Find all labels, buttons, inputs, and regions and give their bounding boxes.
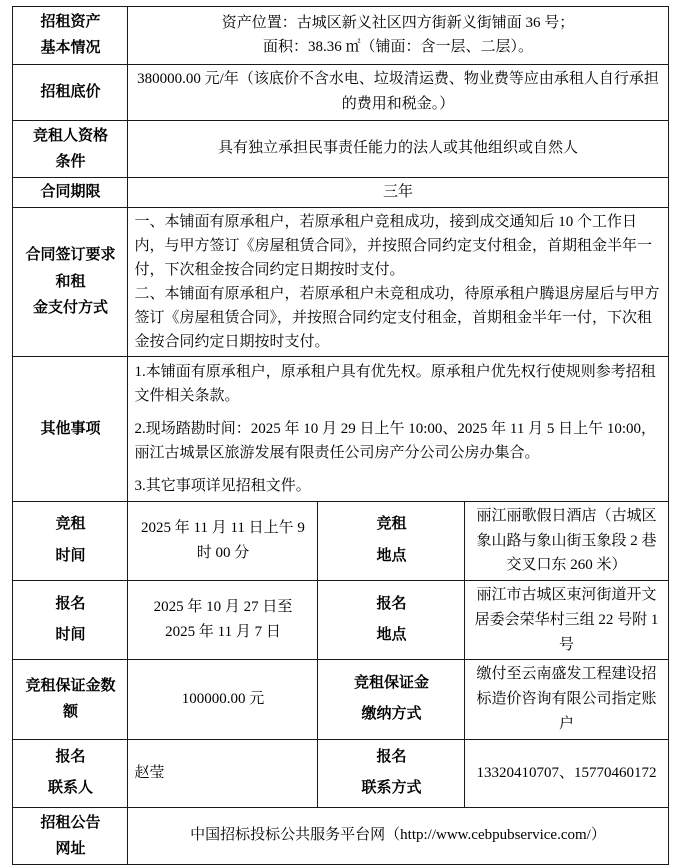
other-matters-value — [128, 356, 668, 501]
signing-payment-label — [13, 207, 128, 356]
bidding-time-label-line2: 时间 — [55, 547, 86, 564]
announcement-site-label-line1: 招租公告 — [40, 814, 101, 831]
bidding-place-value: 丽江丽歌假日酒店（古城区象山路与象山街玉象段 2 巷交叉口东 260 米） — [465, 501, 668, 580]
registration-time-line1: 2025 年 10 月 27 日至 — [153, 599, 293, 616]
deposit-amount-label: 竞租保证金数额 — [13, 660, 128, 739]
registration-time-line2: 2025 年 11 月 7 日 — [165, 624, 281, 641]
bidding-place-label-line1: 竞租 — [376, 516, 407, 533]
signing-payment-value — [128, 207, 668, 356]
row-asset-info — [13, 7, 668, 65]
bidding-time-label — [13, 501, 128, 580]
qualification-label — [13, 120, 128, 178]
contact-person-label — [13, 739, 128, 807]
lease-announcement-table — [12, 6, 668, 865]
contract-term-value: 三年 — [128, 178, 668, 208]
registration-place-label — [318, 581, 465, 660]
qualification-label-line1: 竞租人资格 — [32, 127, 108, 144]
announcement-site-label-line2: 网址 — [55, 840, 86, 857]
row-contact — [13, 739, 668, 807]
qualification-value: 具有独立承担民事责任能力的法人或其他组织或自然人 — [128, 120, 668, 178]
other-matters-item-1: 1.本铺面有原承租户，原承租户具有优先权。原承租户优先权行使规则参考招租文件相关条款。 — [134, 363, 656, 404]
other-matters-item-2: 2.现场踏勘时间：2025 年 10 月 29 日上午 10:00、2025 年 11 月 5 日上午 10:00，丽江古城景区旅游发展有限责任公司房产分公司公房办集合。 — [134, 420, 657, 461]
asset-area-text: 面积：38.36 ㎡（铺面：含一层、二层）。 — [262, 39, 533, 56]
deposit-payment-label-line1: 竞租保证金 — [353, 674, 429, 691]
registration-place-label-line1: 报名 — [376, 595, 407, 612]
row-contract-term — [13, 178, 668, 208]
bidding-time-label-line1: 竞租 — [55, 516, 86, 533]
row-other-matters — [13, 356, 668, 501]
row-registration — [13, 581, 668, 660]
qualification-label-line2: 条件 — [55, 153, 86, 170]
bidding-time-value: 2025 年 11 月 11 日上午 9 时 00 分 — [128, 501, 318, 580]
bidding-place-label — [318, 501, 465, 580]
row-bidding — [13, 501, 668, 580]
asset-info-label-line2: 基本情况 — [40, 40, 101, 57]
registration-time-label-line1: 报名 — [55, 595, 86, 612]
signing-payment-clause-2: 二、本铺面有原承租户，若原承租户未竞租成功，待原承租户腾退房屋后与甲方签订《房屋租赁合同》，并按照合同约定支付租金，首期租金半年一付，下次租金按合同约定日期按时支付。 — [134, 285, 660, 350]
row-qualification — [13, 120, 668, 178]
registration-time-label-line2: 时间 — [55, 627, 86, 644]
row-announcement-site — [13, 807, 668, 865]
deposit-payment-label-line2: 缴纳方式 — [361, 706, 422, 723]
deposit-payment-value: 缴付至云南盛发工程建设招标造价咨询有限公司指定账户 — [465, 660, 668, 739]
signing-payment-label-line2: 金支付方式 — [32, 299, 108, 316]
signing-payment-clause-1: 一、本铺面有原承租户，若原承租户竞租成功，接到成交通知后 10 个工作日内，与甲方签订《房屋租赁合同》，并按照合同约定支付租金，首期租金半年一付，下次租金按合同约定日期按时支付。 — [134, 213, 652, 278]
registration-place-value: 丽江市古城区束河街道开文居委会荣华村三组 22 号附 1 号 — [465, 581, 668, 660]
contact-person-label-line1: 报名 — [55, 748, 86, 765]
contact-person-value: 赵莹 — [128, 739, 318, 807]
base-price-value: 380000.00 元/年（该底价不含水电、垃圾清运费、物业费等应由承租人自行承担的费用和税金。） — [128, 64, 668, 120]
contact-person-label-line2: 联系人 — [47, 780, 93, 796]
registration-place-label-line2: 地点 — [376, 627, 407, 644]
contact-method-value: 13320410707、15770460172 — [465, 739, 668, 807]
contact-method-label — [318, 739, 465, 807]
asset-location-text: 资产位置：古城区新义社区四方街新义街铺面 36 号； — [221, 14, 575, 31]
bidding-place-label-line2: 地点 — [376, 547, 407, 564]
registration-time-label — [13, 581, 128, 660]
asset-info-value — [128, 7, 668, 65]
other-matters-item-3: 3.其它事项详见招租文件。 — [134, 477, 311, 494]
asset-info-label-line1: 招租资产 — [40, 14, 101, 30]
base-price-label: 招租底价 — [13, 64, 128, 120]
contact-method-label-line2: 联系方式 — [361, 780, 422, 796]
asset-info-label — [13, 7, 128, 65]
contract-term-label: 合同期限 — [13, 178, 128, 208]
contact-method-label-line1: 报名 — [376, 748, 407, 765]
registration-time-value — [128, 581, 318, 660]
announcement-site-value: 中国招标投标公共服务平台网（http://www.cebpubservice.com/） — [128, 807, 668, 865]
row-base-price — [13, 64, 668, 120]
row-signing-payment — [13, 207, 668, 356]
signing-payment-label-line1: 合同签订要求和租 — [25, 247, 116, 290]
deposit-amount-value: 100000.00 元 — [128, 660, 318, 739]
other-matters-label: 其他事项 — [13, 356, 128, 501]
row-deposit — [13, 660, 668, 739]
announcement-site-label — [13, 807, 128, 865]
deposit-payment-label — [318, 660, 465, 739]
